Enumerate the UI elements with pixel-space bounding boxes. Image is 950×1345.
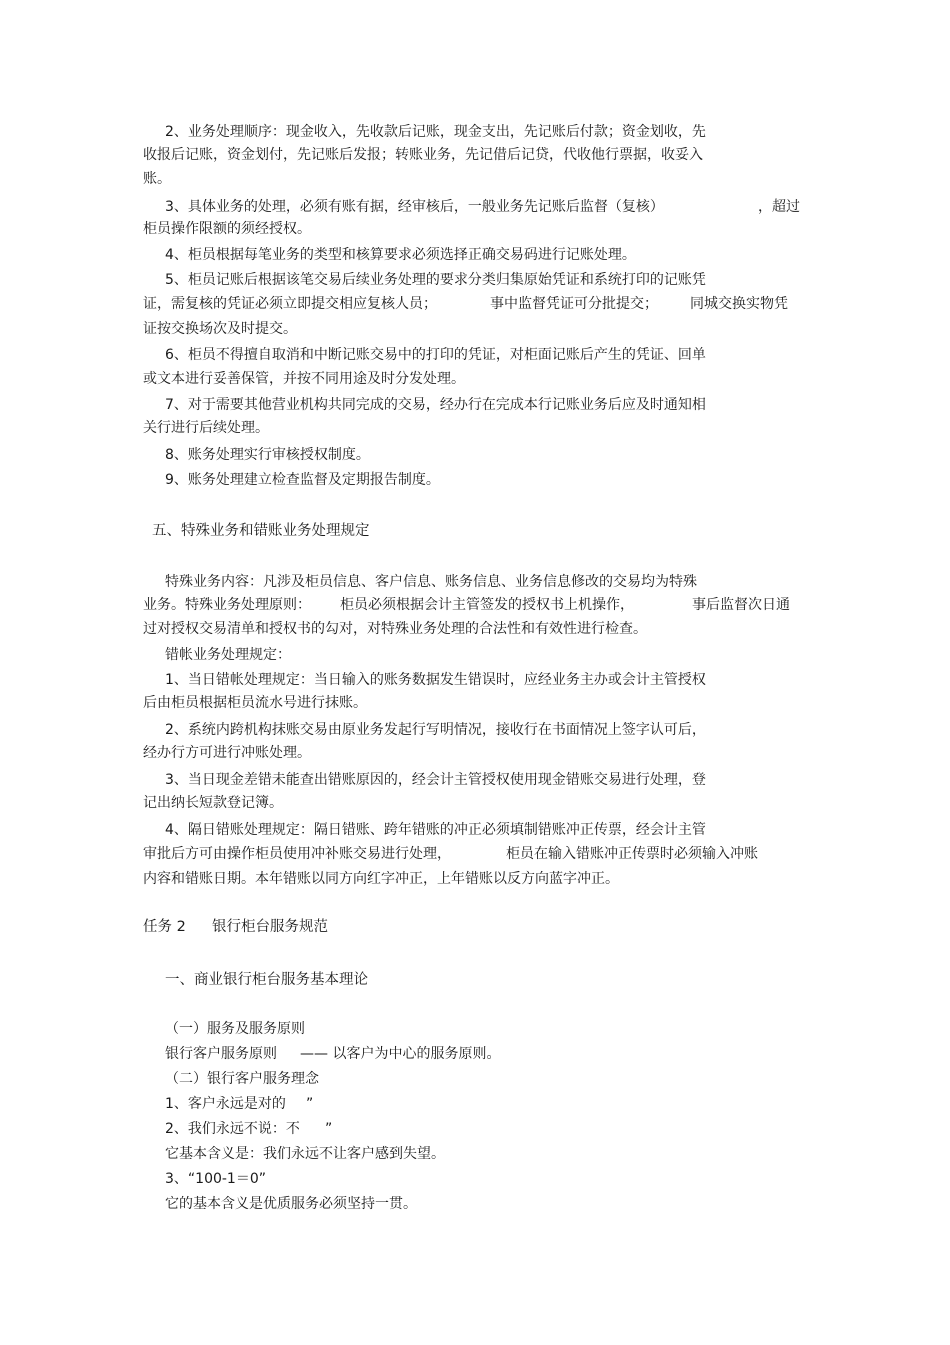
task-heading: 银行柜台服务规范: [212, 919, 328, 935]
text-line: 柜员操作限额的须经授权。: [143, 221, 311, 237]
text-line: 柜员在输入错账冲正传票时必须输入冲账: [506, 846, 758, 862]
text-line: 4、柜员根据每笔业务的类型和核算要求必须选择正确交易码进行记账处理。: [165, 247, 636, 263]
text-line: 事中监督凭证可分批提交；: [490, 296, 658, 312]
text-line: 特殊业务内容：凡涉及柜员信息、客户信息、账务信息、业务信息修改的交易均为特殊: [165, 574, 697, 590]
text-line: ”: [325, 1121, 333, 1137]
text-line: ，超过: [758, 199, 800, 215]
text-line: 关行进行后续处理。: [143, 420, 269, 436]
text-line: 7、对于需要其他营业机构共同完成的交易，经办行在完成本行记账业务后应及时通知相: [165, 397, 706, 413]
text-line: 2、系统内跨机构抹账交易由原业务发起行写明情况，接收行在书面情况上签字认可后，: [165, 722, 706, 738]
text-line: 错帐业务处理规定：: [165, 647, 291, 663]
text-line: 4、隔日错账处理规定：隔日错账、跨年错账的冲正必须填制错账冲正传票，经会计主管: [165, 822, 706, 838]
text-line: —— 以客户为中心的服务原则。: [300, 1046, 501, 1062]
text-line: 3、具体业务的处理，必须有账有据，经审核后，一般业务先记账后监督（复核）: [165, 199, 664, 215]
text-line: 它基本含义是：我们永远不让客户感到失望。: [165, 1146, 445, 1162]
text-line: 6、柜员不得擅自取消和中断记账交易中的打印的凭证，对柜面记账后产生的凭证、回单: [165, 347, 706, 363]
text-line: 记出纳长短款登记簿。: [143, 795, 283, 811]
text-line: （二）银行客户服务理念: [165, 1071, 319, 1087]
text-line: 审批后方可由操作柜员使用冲补账交易进行处理，: [143, 846, 451, 862]
text-line: 账。: [143, 171, 171, 187]
text-line: 1、客户永远是对的: [165, 1096, 286, 1112]
text-line: 证，需复核的凭证必须立即提交相应复核人员；: [143, 296, 437, 312]
text-line: 9、账务处理建立检查监督及定期报告制度。: [165, 472, 440, 488]
text-line: 它的基本含义是优质服务必须坚持一贯。: [165, 1196, 417, 1212]
text-line: 经办行方可进行冲账处理。: [143, 745, 311, 761]
text-line: 业务。特殊业务处理原则：: [143, 597, 311, 613]
text-line: 过对授权交易清单和授权书的勾对，对特殊业务处理的合法性和有效性进行检查。: [143, 621, 647, 637]
task-heading: 任务 2: [143, 919, 186, 935]
text-line: 2、业务处理顺序：现金收入，先收款后记账，现金支出，先记账后付款；资金划收，先: [165, 124, 706, 140]
text-line: 事后监督次日通: [692, 597, 790, 613]
text-line: 3、当日现金差错未能查出错账原因的，经会计主管授权使用现金错账交易进行处理，登: [165, 772, 706, 788]
text-line: ”: [306, 1096, 314, 1112]
section-heading: 五、特殊业务和错账业务处理规定: [152, 523, 370, 539]
text-line: 收报后记账，资金划付，先记账后发报；转账业务，先记借后记贷，代收他行票据，收妥入: [143, 147, 703, 163]
text-line: （一）服务及服务原则: [165, 1021, 305, 1037]
text-line: 同城交换实物凭: [690, 296, 788, 312]
text-line: 5、柜员记账后根据该笔交易后续业务处理的要求分类归集原始凭证和系统打印的记账凭: [165, 272, 706, 288]
section-heading: 一、商业银行柜台服务基本理论: [165, 972, 368, 988]
text-line: 证按交换场次及时提交。: [143, 321, 297, 337]
text-line: 或文本进行妥善保管，并按不同用途及时分发处理。: [143, 371, 465, 387]
text-line: 内容和错账日期。本年错账以同方向红字冲正，上年错账以反方向蓝字冲正。: [143, 871, 619, 887]
text-line: 2、我们永远不说：不: [165, 1121, 300, 1137]
text-line: 1、当日错帐处理规定：当日输入的账务数据发生错误时，应经业务主办或会计主管授权: [165, 672, 706, 688]
text-line: 8、账务处理实行审核授权制度。: [165, 447, 370, 463]
text-line: 柜员必须根据会计主管签发的授权书上机操作，: [340, 597, 634, 613]
text-line: 3、“100-1＝0”: [165, 1171, 267, 1187]
text-line: 银行客户服务原则: [165, 1046, 277, 1062]
text-line: 后由柜员根据柜员流水号进行抹账。: [143, 695, 367, 711]
